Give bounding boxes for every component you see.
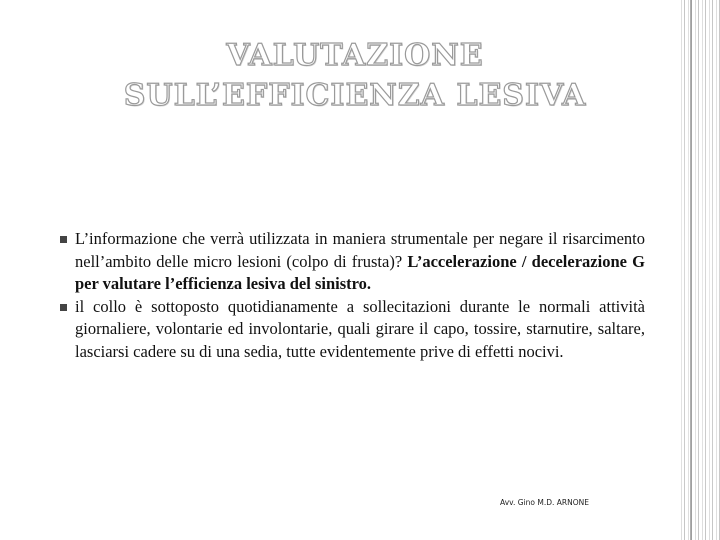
bullet-item-1 xyxy=(60,228,645,296)
decorative-stripes xyxy=(678,0,720,540)
title-line-1: VALUTAZIONE xyxy=(226,38,484,73)
square-bullet-icon xyxy=(60,236,67,243)
slide-title xyxy=(60,36,650,116)
bullet-1-text: L’informazione che verrà utilizzata in maniera strumentale per negare il risarcimento nell’ambito delle micro lesioni (colpo di frusta)? xyxy=(75,229,645,271)
footer-author: Avv. Gino M.D. ARNONE xyxy=(500,498,589,507)
title-line-2: SULL’EFFICIENZA LESIVA xyxy=(123,78,587,113)
bullet-2-text: il collo è sottoposto quotidianamente a sollecitazioni durante le normali attività giornaliere, volontarie ed involontarie, quali girare il capo, tossire, starnutire, saltare, lasciarsi cadere su di una sedia, tutte evidentemente prive di effetti nocivi. xyxy=(75,296,645,361)
bullet-item-2 xyxy=(60,296,645,364)
bullet-1-bold-text: L’accelerazione / decelerazione G per valutare l’efficienza lesiva del sinistro. xyxy=(75,251,645,293)
square-bullet-icon xyxy=(60,304,67,311)
bullet-list xyxy=(60,228,645,363)
